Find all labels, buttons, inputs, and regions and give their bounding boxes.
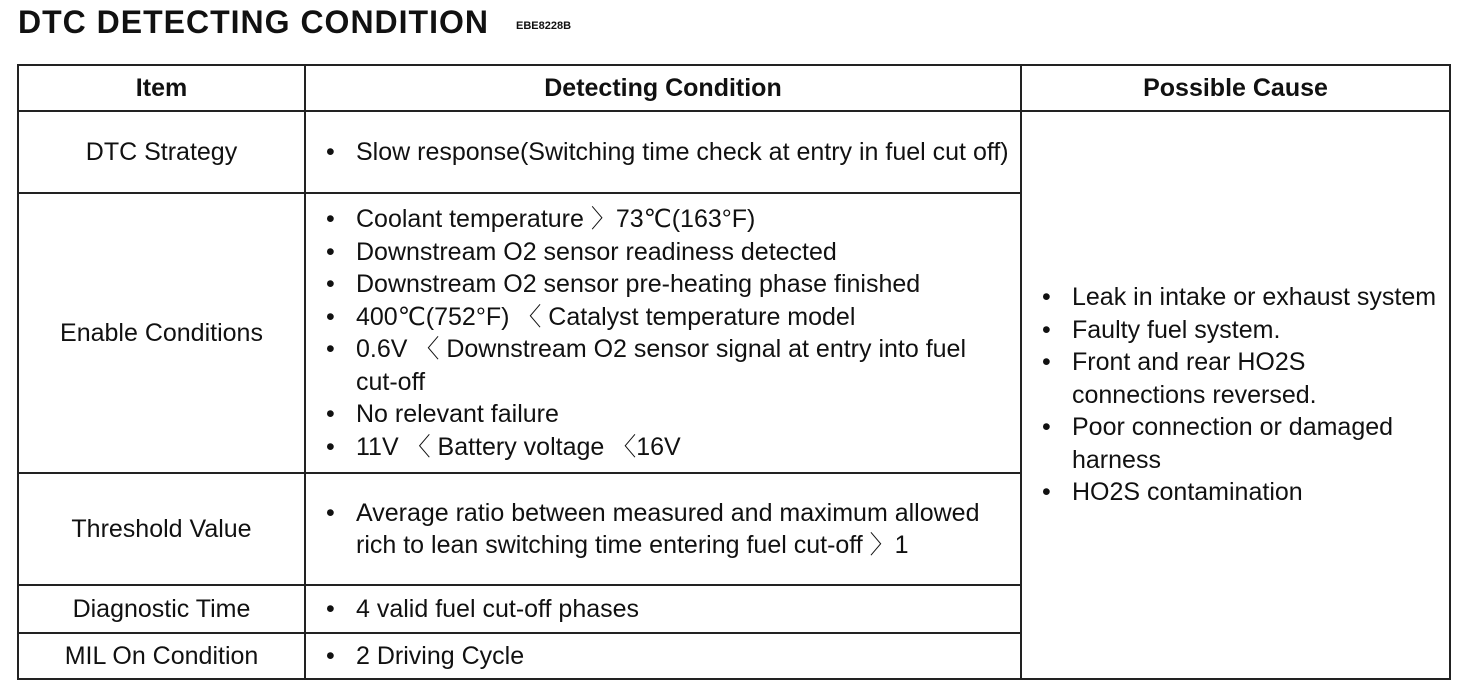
list-item <box>326 398 1010 431</box>
list-item <box>1042 411 1439 476</box>
condition-text: Coolant temperature 〉73℃(163°F) <box>356 205 756 233</box>
cause-text: Front and rear HO2S connections reversed. <box>1072 348 1317 409</box>
row-label-mil-on-condition: MIL On Condition <box>18 633 305 679</box>
row-label-threshold-value: Threshold Value <box>18 473 305 585</box>
document-code: EBE8228B <box>516 20 572 32</box>
bullet-icon: • <box>326 270 335 298</box>
bullet-icon: • <box>326 302 335 331</box>
condition-text: Downstream O2 sensor pre-heating phase finished <box>356 270 921 298</box>
bullet-icon: • <box>326 432 335 461</box>
condition-text: Slow response(Switching time check at entry in fuel cut off) <box>356 137 1009 166</box>
cause-list <box>1042 281 1439 509</box>
cause-text: Poor connection or damaged harness <box>1072 413 1394 474</box>
detecting-condition-cell <box>305 111 1021 193</box>
list-item <box>326 203 1010 236</box>
condition-text: Average ratio between measured and maximum allowed rich to lean switching time entering fuel cut-off 〉1 <box>356 498 980 559</box>
list-item <box>326 268 1010 301</box>
row-label-enable-conditions: Enable Conditions <box>18 193 305 473</box>
bullet-icon: • <box>326 594 335 623</box>
cause-text: HO2S contamination <box>1072 478 1303 507</box>
dtc-condition-table <box>17 64 1451 680</box>
bullet-icon: • <box>326 237 335 266</box>
condition-text: 400℃(752°F) 〈 Catalyst temperature model <box>356 302 856 331</box>
table-row <box>18 111 1450 193</box>
bullet-icon: • <box>326 205 335 233</box>
condition-list <box>326 640 1010 673</box>
bullet-icon: • <box>326 641 335 670</box>
bullet-icon: • <box>1042 478 1051 507</box>
column-header-detecting-condition: Detecting Condition <box>305 65 1021 111</box>
possible-cause-cell <box>1021 111 1450 679</box>
cause-text: Leak in intake or exhaust system <box>1072 283 1437 312</box>
condition-list <box>326 497 1010 562</box>
bullet-icon: • <box>1042 348 1051 377</box>
column-header-item: Item <box>18 65 305 111</box>
bullet-icon: • <box>1042 413 1051 442</box>
condition-text: 2 Driving Cycle <box>356 641 525 670</box>
bullet-icon: • <box>1042 315 1051 344</box>
table-header-row <box>18 65 1450 111</box>
cause-text: Faulty fuel system. <box>1072 315 1281 344</box>
detecting-condition-cell <box>305 633 1021 679</box>
condition-text: 0.6V 〈 Downstream O2 sensor signal at entry into fuel cut-off <box>356 335 967 396</box>
detecting-condition-cell <box>305 193 1021 473</box>
bullet-icon: • <box>1042 283 1051 312</box>
condition-list <box>326 136 1010 169</box>
list-item <box>1042 476 1439 509</box>
list-item <box>326 136 1010 169</box>
list-item <box>326 497 1010 562</box>
list-item <box>1042 281 1439 314</box>
list-item <box>326 301 1010 334</box>
condition-list <box>326 203 1010 463</box>
bullet-icon: • <box>326 335 335 363</box>
condition-text: 4 valid fuel cut-off phases <box>356 594 640 623</box>
list-item <box>326 236 1010 269</box>
detecting-condition-cell <box>305 473 1021 585</box>
list-item <box>1042 314 1439 347</box>
bullet-icon: • <box>326 137 335 166</box>
condition-text: Downstream O2 sensor readiness detected <box>356 237 837 266</box>
row-label-diagnostic-time: Diagnostic Time <box>18 585 305 633</box>
row-label-dtc-strategy: DTC Strategy <box>18 111 305 193</box>
page-title: DTC DETECTING CONDITION <box>18 4 489 40</box>
condition-text: No relevant failure <box>356 400 559 428</box>
list-item <box>326 593 1010 626</box>
list-item <box>326 431 1010 464</box>
detecting-condition-cell <box>305 585 1021 633</box>
bullet-icon: • <box>326 498 335 527</box>
condition-list <box>326 593 1010 626</box>
bullet-icon: • <box>326 400 335 428</box>
list-item <box>326 333 1010 398</box>
list-item <box>326 640 1010 673</box>
condition-text: 11V 〈 Battery voltage 〈16V <box>356 432 681 461</box>
column-header-possible-cause: Possible Cause <box>1021 65 1450 111</box>
list-item <box>1042 346 1439 411</box>
